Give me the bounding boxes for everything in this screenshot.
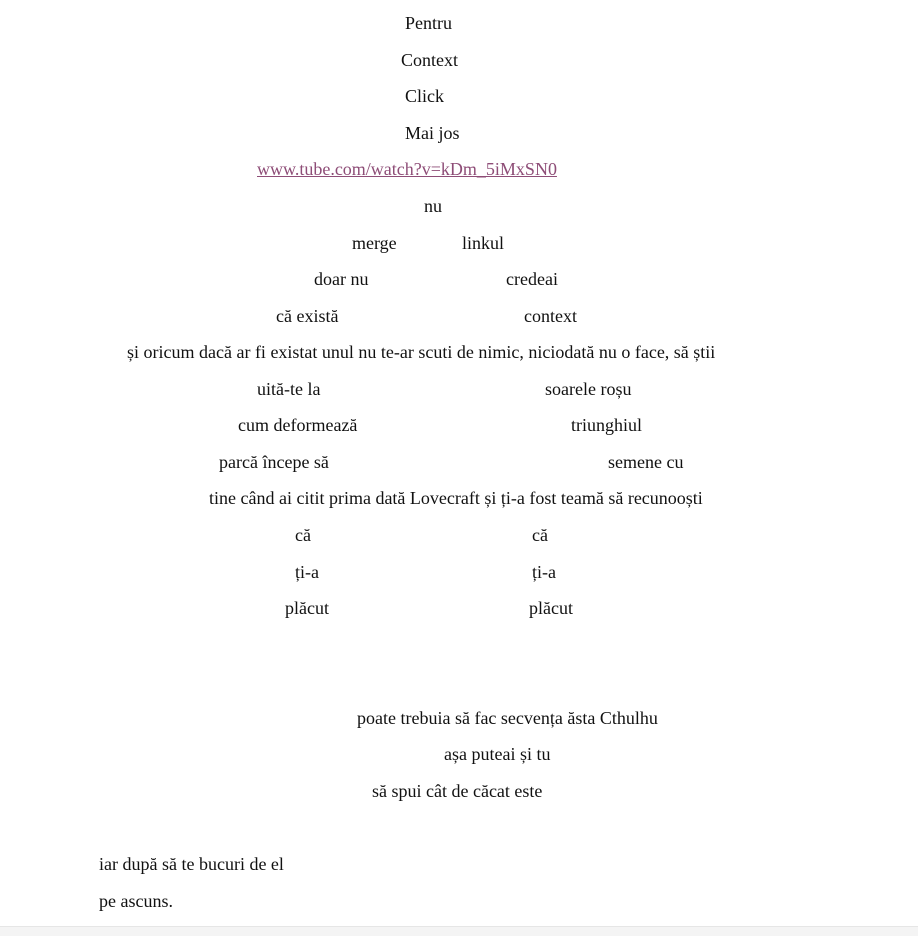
line-iar-dupa: iar după să te bucuri de el	[99, 854, 284, 874]
line-si-oricum: și oricum dacă ar fi existat unul nu te-ar scuti de nimic, niciodată nu o face, să știi	[127, 342, 716, 362]
line-triunghiul: triunghiul	[571, 415, 642, 435]
line-uita-te-la: uită-te la	[257, 379, 321, 399]
line-tia-left: ți-a	[295, 562, 319, 582]
line-semene-cu: semene cu	[608, 452, 684, 472]
line-soarele-rosu: soarele roșu	[545, 379, 632, 399]
line-cum-deformeaza: cum deformează	[238, 415, 358, 435]
line-context-2: context	[524, 306, 577, 326]
line-nu: nu	[424, 196, 442, 216]
line-asa-puteai: așa puteai și tu	[444, 744, 551, 764]
line-sa-spui: să spui cât de căcat este	[372, 781, 543, 801]
line-context: Context	[401, 50, 458, 70]
line-tine-cand: tine când ai citit prima dată Lovecraft și ți-a fost teamă să recunoοști	[209, 488, 703, 508]
line-linkul: linkul	[462, 233, 505, 253]
line-ca-left: că	[295, 525, 311, 545]
line-merge: merge	[352, 233, 397, 253]
line-poate-trebuia: poate trebuia să fac secvența ăsta Cthulhu	[357, 708, 658, 728]
line-pentru: Pentru	[405, 13, 452, 33]
line-doar-nu: doar nu	[314, 269, 369, 289]
line-parca-incepe: parcă începe să	[219, 452, 329, 472]
line-ca-right: că	[532, 525, 548, 545]
line-placut-right: plăcut	[529, 598, 573, 618]
line-mai-jos: Mai jos	[405, 123, 460, 143]
line-ca-exista: că există	[276, 306, 339, 326]
line-placut-left: plăcut	[285, 598, 329, 618]
line-credeai: credeai	[506, 269, 558, 289]
line-tia-right: ți-a	[532, 562, 556, 582]
video-link[interactable]: www.tube.com/watch?v=kDm_5iMxSN0	[257, 159, 557, 179]
line-click: Click	[405, 86, 444, 106]
line-pe-ascuns: pe ascuns.	[99, 891, 173, 911]
